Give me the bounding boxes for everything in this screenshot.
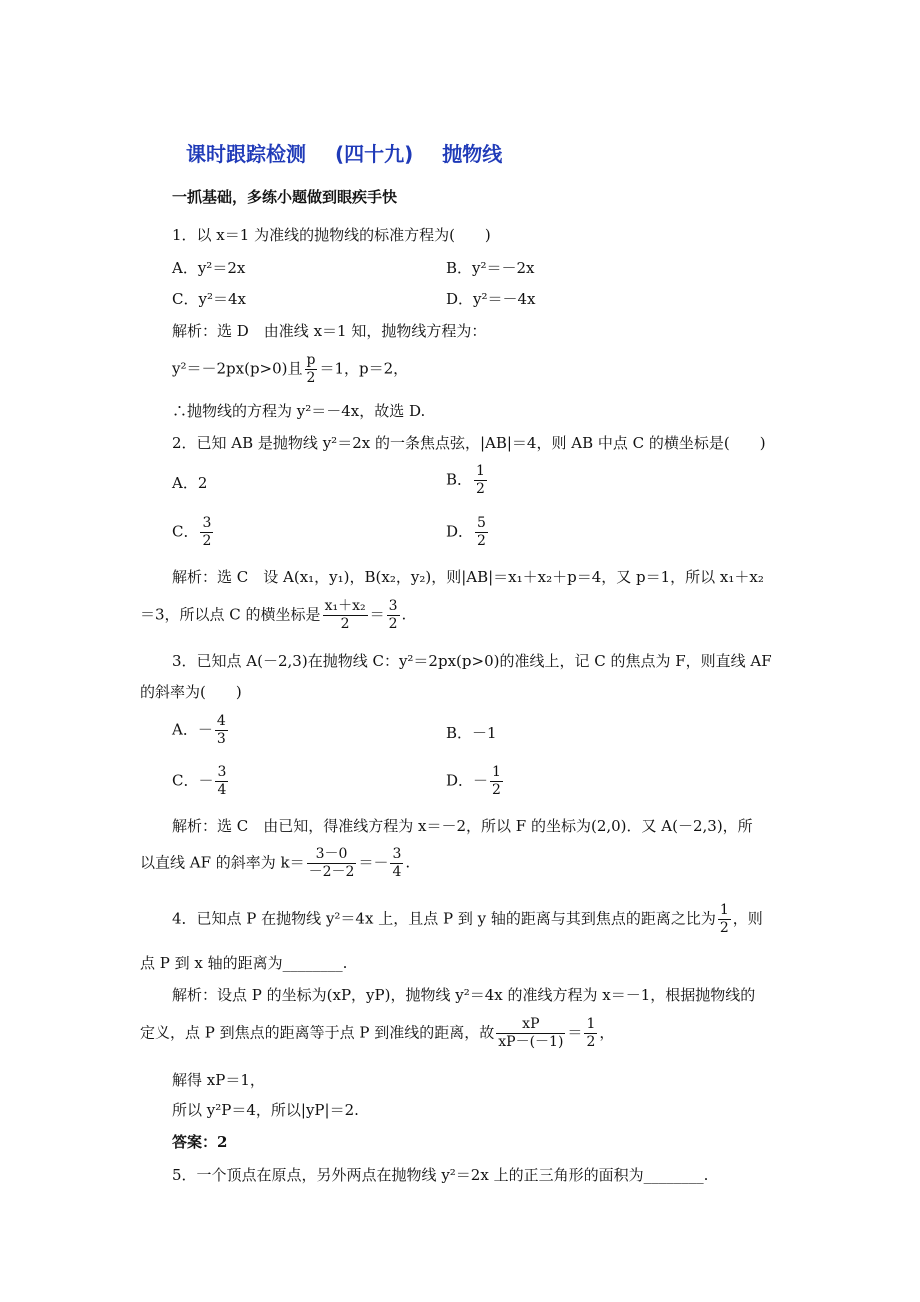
q5-stem: 5．一个顶点在原点，另外两点在抛物线 y²＝2x 上的正三角形的面积为________. <box>172 1166 709 1184</box>
q1-solution-1: 解析：选 D 由准线 x＝1 知，抛物线方程为： <box>172 322 487 340</box>
q2-option-b <box>446 463 489 498</box>
q4-sol2-a: 定义，点 P 到焦点的距离等于点 P 到准线的距离，故 <box>140 1023 495 1042</box>
q4-answer: 答案：2 <box>172 1133 228 1151</box>
q3-option-d <box>446 764 505 799</box>
q3-a-num: 4 <box>216 713 226 729</box>
q2-c-label: C． <box>172 522 199 541</box>
title-number: (四十九) <box>334 142 414 166</box>
q4-solution-4: 所以 y²P＝4，所以|yP|＝2. <box>172 1101 359 1119</box>
q3-sol2-num1: 3－0 <box>307 846 357 864</box>
q3-solution-2 <box>140 846 410 881</box>
q3-c-label: C．－ <box>172 771 214 790</box>
q4-stem1-den: 2 <box>719 920 729 936</box>
q3-a-fraction <box>215 713 228 748</box>
q4-stem-2: 点 P 到 x 轴的距离为________. <box>140 954 348 972</box>
q3-c-num: 3 <box>217 764 227 780</box>
q4-solution-1: 解析：设点 P 的坐标为(xP，yP)，抛物线 y²＝4x 的准线方程为 x＝－1，根据抛物线的 <box>172 986 756 1004</box>
q4-solution-3: 解得 xP＝1， <box>172 1071 265 1089</box>
q2-sol2-fraction-2 <box>387 598 400 633</box>
q4-stem1-a: 4．已知点 P 在抛物线 y²＝4x 上，且点 P 到 y 轴的距离与其到焦点的距离之比为 <box>172 909 716 928</box>
q2-stem: 2．已知 AB 是抛物线 y²＝2x 的一条焦点弦，|AB|＝4，则 AB 中点 C 的横坐标是( ) <box>172 434 766 452</box>
q1-sol2-den: 2 <box>306 370 316 386</box>
q3-sol2-b: . <box>405 853 411 872</box>
q1-sol2-num: p <box>306 352 316 368</box>
q3-d-label: D．－ <box>446 771 489 790</box>
q4-sol2-num1: xP <box>496 1016 565 1034</box>
q4-stem1-num: 1 <box>719 902 729 918</box>
q3-solution-1: 解析：选 C 由已知，得准线方程为 x＝－2，所以 F 的坐标为(2,0)．又 A(－2,3)，所 <box>172 817 753 835</box>
q4-stem1-b: ，则 <box>732 909 763 928</box>
q1-solution-2 <box>172 352 408 387</box>
q2-d-num: 5 <box>477 515 486 531</box>
q4-sol2-b: ， <box>599 1023 615 1042</box>
q1-solution-3: ∴抛物线的方程为 y²＝－4x，故选 D. <box>172 402 426 420</box>
q1-option-c: C．y²＝4x <box>172 290 246 308</box>
q3-sol2-eq: ＝－ <box>358 853 389 872</box>
q3-c-fraction <box>215 764 228 799</box>
q4-solution-2 <box>140 1016 614 1051</box>
q4-stem-1 <box>172 902 763 937</box>
q2-b-num: 1 <box>476 463 485 479</box>
q2-c-den: 2 <box>202 533 212 549</box>
q2-c-fraction <box>200 515 213 550</box>
q3-stem-1: 3．已知点 A(－2,3)在抛物线 C：y²＝2px(p>0)的准线上，记 C 的焦点为 F，则直线 AF <box>172 652 772 670</box>
q4-sol2-fraction-2 <box>584 1016 597 1051</box>
q3-stem-2: 的斜率为( ) <box>140 683 242 701</box>
q3-option-a <box>172 713 230 748</box>
q4-sol2-num2: 1 <box>586 1016 596 1032</box>
q2-b-label: B． <box>446 470 473 489</box>
q3-a-den: 3 <box>216 731 226 747</box>
q1-option-d: D．y²＝－4x <box>446 290 536 308</box>
q2-sol2-num1: x₁＋x₂ <box>324 598 366 614</box>
q2-c-num: 3 <box>202 515 212 531</box>
q1-option-b: B．y²＝－2x <box>446 259 535 277</box>
q2-sol2-num2: 3 <box>388 598 398 614</box>
q2-sol2-den2: 2 <box>388 616 398 632</box>
q4-sol2-den1: xP－(－1) <box>498 1034 564 1050</box>
q4-sol2-den2: 2 <box>586 1034 596 1050</box>
q3-d-fraction <box>490 764 503 799</box>
q4-stem1-fraction <box>718 902 731 937</box>
q2-d-fraction <box>475 515 488 550</box>
q2-solution-1: 解析：选 C 设 A(x₁，y₁)，B(x₂，y₂)，则|AB|＝x₁＋x₂＋p＝4，又 p＝1，所以 x₁＋x₂ <box>172 568 764 586</box>
q1-sol2-fraction <box>305 352 318 387</box>
q1-sol2-a: y²＝－2px(p>0)且 <box>172 359 303 378</box>
title-topic: 抛物线 <box>442 142 503 166</box>
q4-sol2-fraction-1 <box>496 1016 565 1051</box>
q3-c-den: 4 <box>217 782 227 798</box>
q3-sol2-a: 以直线 AF 的斜率为 k＝ <box>140 853 305 872</box>
q2-sol2-den1: 2 <box>340 616 350 632</box>
q2-d-den: 2 <box>477 533 486 549</box>
q3-d-num: 1 <box>492 764 501 780</box>
q2-b-fraction <box>474 463 487 498</box>
q3-sol2-den1: －2－2 <box>308 864 355 880</box>
q2-b-den: 2 <box>476 481 485 497</box>
q1-sol2-b: ＝1，p＝2， <box>319 359 409 378</box>
q2-sol2-b: . <box>401 605 407 624</box>
q4-sol2-eq: ＝ <box>567 1023 583 1042</box>
q3-sol2-den2: 4 <box>392 864 402 880</box>
q3-sol2-fraction-2 <box>390 846 403 881</box>
q2-sol2-eq: ＝ <box>369 605 385 624</box>
q2-option-d <box>446 515 490 550</box>
q3-sol2-num2: 3 <box>392 846 402 862</box>
q3-a-label: A．－ <box>172 720 213 739</box>
q1-option-a: A．y²＝2x <box>172 259 246 277</box>
q2-sol2-fraction-1 <box>323 598 368 633</box>
q2-solution-2 <box>140 598 406 633</box>
q3-sol2-fraction-1 <box>307 846 357 881</box>
q2-option-c <box>172 515 215 550</box>
section-subtitle: 一抓基础，多练小题做到眼疾手快 <box>172 188 398 206</box>
q2-sol2-a: ＝3，所以点 C 的横坐标是 <box>140 605 321 624</box>
q3-d-den: 2 <box>492 782 501 798</box>
q2-option-a: A．2 <box>172 474 208 492</box>
q3-option-b: B．－1 <box>446 724 497 742</box>
page-title <box>186 138 524 167</box>
q3-option-c <box>172 764 230 799</box>
title-main: 课时跟踪检测 <box>186 142 306 166</box>
q1-stem: 1．以 x＝1 为准线的抛物线的标准方程为( ) <box>172 226 491 244</box>
q2-d-label: D． <box>446 522 474 541</box>
